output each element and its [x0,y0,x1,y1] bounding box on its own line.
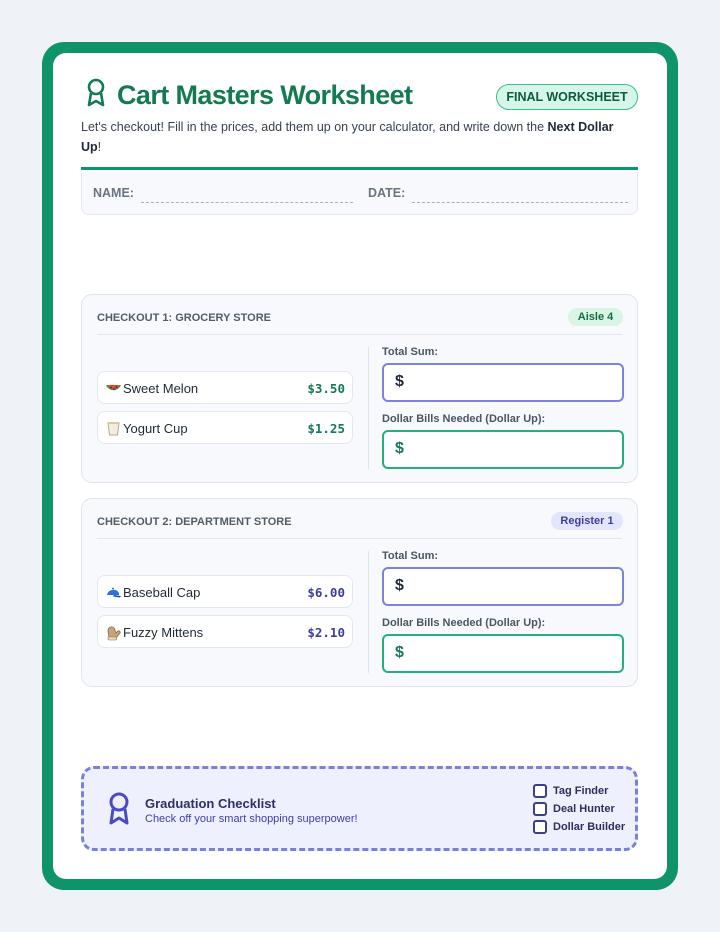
currency-symbol: $ [395,577,404,594]
register-tag: Register 1 [551,512,623,530]
date-label: DATE: [368,186,406,200]
checklist-title: Graduation Checklist [145,796,276,811]
currency-symbol: $ [395,644,404,661]
checklist-item-label: Deal Hunter [553,803,615,815]
currency-symbol: $ [395,440,404,457]
card-divider [97,334,622,335]
final-worksheet-badge: FINAL WORKSHEET [496,84,638,110]
intro-text-main: Let's checkout! Fill in the prices, add them up on your calculator, and write down the [81,120,548,134]
baseball-cap-icon [105,584,122,601]
header-divider [81,167,638,170]
award-ribbon-icon [86,78,108,108]
page-title: Cart Masters Worksheet [117,80,413,110]
item-name: Fuzzy Mittens [123,625,204,640]
graduation-checklist [81,766,638,851]
dollar-up-field[interactable] [382,430,624,469]
item-price: $3.50 [307,381,345,396]
item-price: $2.10 [307,625,345,640]
item-name: Sweet Melon [123,381,199,396]
name-date-bar [81,172,638,215]
total-sum-field[interactable] [382,363,624,402]
column-divider [368,551,369,673]
item-name: Yogurt Cup [123,421,188,436]
checklist-item-label: Tag Finder [553,785,609,797]
item-price: $1.25 [307,421,345,436]
aisle-tag: Aisle 4 [568,308,623,326]
card-divider [97,538,622,539]
checkout-card-grocery [81,294,638,483]
intro-text-bold: Next Dollar Up [81,120,614,154]
award-ribbon-icon [106,791,132,827]
checkout-heading: CHECKOUT 2: DEPARTMENT STORE [97,516,292,528]
checkbox[interactable] [533,802,547,816]
item-name: Baseball Cap [123,585,201,600]
dollar-up-label: Dollar Bills Needed (Dollar Up): [382,413,546,425]
list-item [97,575,353,608]
watermelon-icon [105,380,122,397]
total-sum-label: Total Sum: [382,550,439,562]
mitten-icon [105,624,122,641]
intro-text [81,117,626,157]
checkout-card-department [81,498,638,687]
name-label: NAME: [93,186,134,200]
total-sum-label: Total Sum: [382,346,439,358]
total-sum-field[interactable] [382,567,624,606]
date-input-line[interactable] [412,202,628,203]
column-divider [368,347,369,469]
dollar-up-label: Dollar Bills Needed (Dollar Up): [382,617,546,629]
checkbox[interactable] [533,820,547,834]
list-item [97,371,353,404]
yogurt-cup-icon [105,420,122,437]
checklist-item [533,784,608,798]
checklist-subtitle: Check off your smart shopping superpower! [145,813,358,825]
name-input-line[interactable] [141,202,353,203]
item-price: $6.00 [307,585,345,600]
checkout-heading: CHECKOUT 1: GROCERY STORE [97,312,271,324]
checklist-item [533,802,615,816]
checkbox[interactable] [533,784,547,798]
dollar-up-field[interactable] [382,634,624,673]
list-item [97,411,353,444]
currency-symbol: $ [395,373,404,390]
checklist-item-label: Dollar Builder [553,821,626,833]
intro-text-end: ! [97,140,102,154]
checklist-item [533,820,625,834]
list-item [97,615,353,648]
